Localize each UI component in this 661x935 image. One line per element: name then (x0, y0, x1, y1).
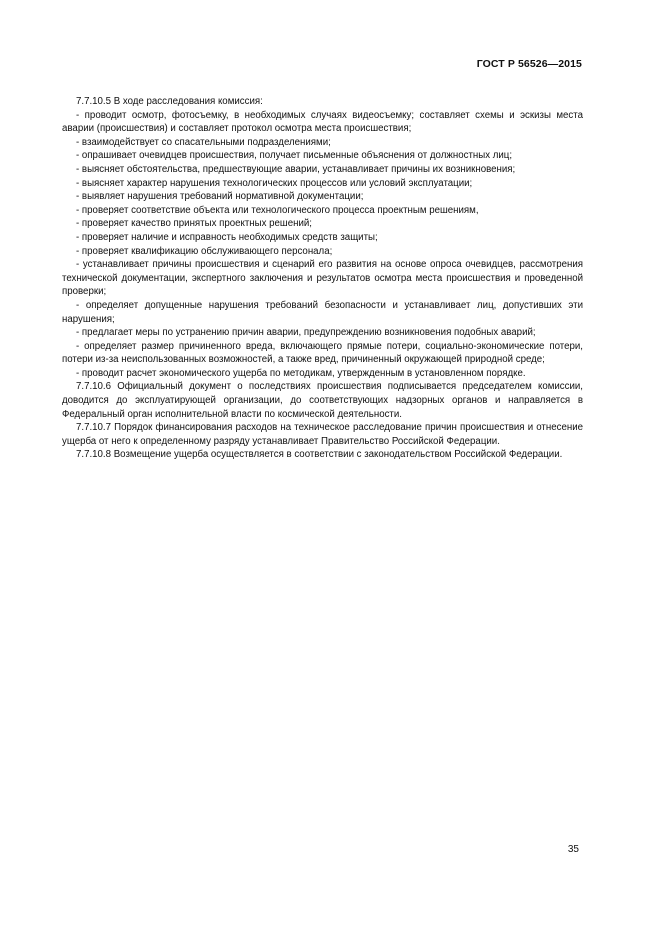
list-item-staff-qualification: - проверяет квалификацию обслуживающего персонала; (76, 245, 333, 257)
list-item-rescue-cooperation: - взаимодействует со спасательными подразделениями; (76, 136, 331, 148)
list-item-economic-damage: - проводит расчет экономического ущерба по методикам, утвержденным в установленном порядке. (76, 367, 526, 379)
paragraph-7-7-10-8: 7.7.10.8 Возмещение ущерба осуществляется в соответствии с законодательством Российской Федерации. (76, 449, 563, 461)
list-item-protection-means: - проверяет наличие и исправность необходимых средств защиты; (76, 231, 378, 243)
document-standard-header: ГОСТ Р 56526—2015 (476, 58, 582, 70)
paragraph-7-7-10-5: 7.7.10.5 В ходе расследования комиссия: (76, 96, 263, 107)
list-item-inspection: - проводит осмотр, фотосъемку, в необходимых случаях видеосъемку; составляет схемы и эскизы места аварии (происшествия) и составляет протокол осмотра места происшествия; (62, 109, 583, 135)
document-body (62, 95, 583, 462)
list-item-design-quality: - проверяет качество принятых проектных решений; (76, 218, 312, 230)
page-number: 35 (567, 844, 579, 855)
list-item-circumstances: - выясняет обстоятельства, предшествующие аварии, устанавливает причины их возникновения; (76, 163, 516, 175)
list-item-normative-violations: - выявляет нарушения требований нормативной документации; (76, 191, 364, 203)
paragraph-7-7-10-7: 7.7.10.7 Порядок финансирования расходов на техническое расследование причин происшествия и отнесение ущерба от него к определенному разряду устанавливает Правительство Российской Федерации. (62, 422, 583, 447)
list-item-design-compliance: - проверяет соответствие объекта или технологического процесса проектным решениям, (76, 204, 479, 216)
list-item-interview-witnesses: - опрашивает очевидцев происшествия, получает письменные объяснения от должностных лиц; (76, 150, 513, 162)
list-item-damage-size: - определяет размер причиненного вреда, включающего прямые потери, социально-экономические потери, потери из-за неиспользованных возможностей, а также вред, причиненный окружающей природной среде; (62, 340, 583, 366)
list-item-causes-scenario: - устанавливает причины происшествия и сценарий его развития на основе опроса очевидцев, рассмотрения технической документации, экспертного заключения и результатов осмотра места происшествия и проведенной проверки; (62, 259, 583, 298)
list-item-responsible-persons: - определяет допущенные нарушения требований безопасности и устанавливает лиц, допустивших эти нарушения; (62, 299, 583, 325)
paragraph-7-7-10-6: 7.7.10.6 Официальный документ о последствиях происшествия подписывается председателем комиссии, доводится до эксплуатирующей организации, до соответствующих надзорных органов и направляется в Федеральный орган исполнительной власти по космической деятельности. (62, 381, 583, 420)
list-item-prevention-measures: - предлагает меры по устранению причин аварии, предупреждению возникновения подобных аварий; (76, 327, 536, 339)
list-item-process-violations: - выясняет характер нарушения технологических процессов или условий эксплуатации; (76, 177, 473, 189)
